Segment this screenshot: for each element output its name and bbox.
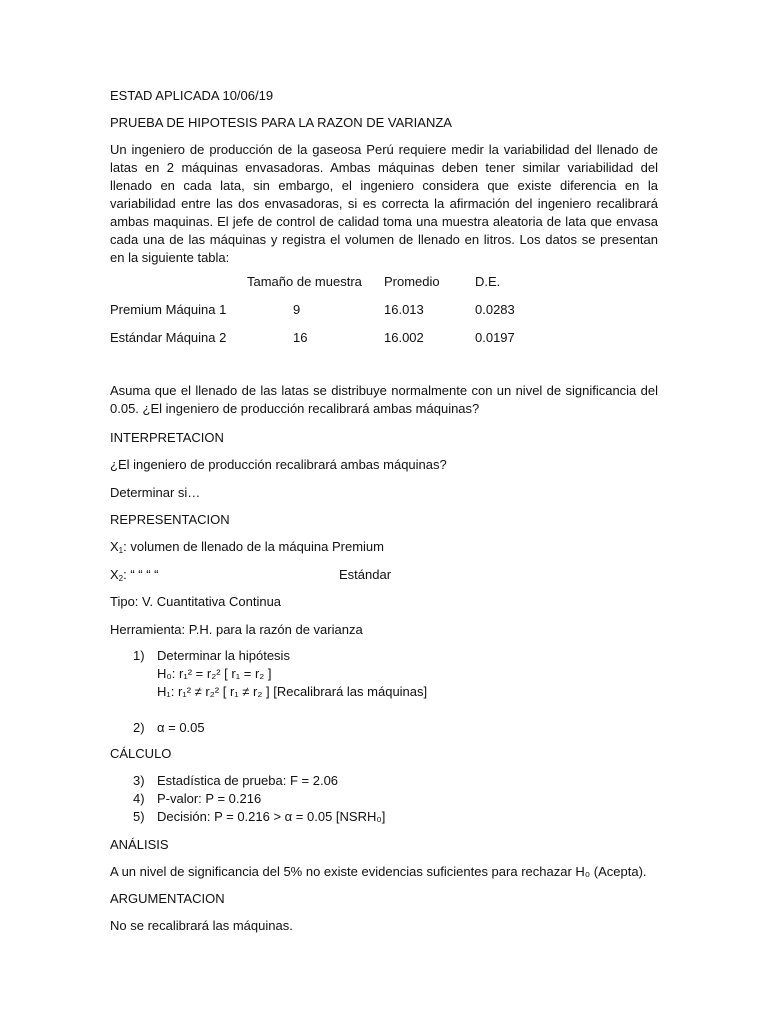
step-number: 3) [133,773,145,788]
step-text: Estadística de prueba: F = 2.06 [157,773,339,788]
table-header-sd: D.E. [475,274,501,289]
step-text: Determinar la hipótesis [157,648,290,663]
x1-definition: : volumen de llenado de la máquina Premium [123,539,384,554]
table-cell-mean: 16.002 [384,330,424,345]
table-row-label: Premium Máquina 1 [110,302,227,317]
interpretation-question: ¿El ingeniero de producción recalibrará ambas máquinas? [110,457,447,472]
x2-ditto-marks: : “ “ “ “ [123,567,159,582]
analysis-text: A un nivel de significancia del 5% no existe evidencias suficientes para rechazar H₀ (Acepta). [110,864,647,879]
table-header-n: Tamaño de muestra [247,274,362,289]
document-title: ESTAD APLICADA 10/06/19 [110,88,274,103]
step-text: P-valor: P = 0.216 [157,791,262,806]
statistical-tool: Herramienta: P.H. para la razón de varianza [110,622,363,637]
variable-x2: $X_2$: “ “ “ “ [110,567,159,583]
section-heading-calculo: CÁLCULO [110,746,172,761]
step-number: 4) [133,791,145,806]
table-cell-n: 9 [293,302,301,317]
list-item [110,720,658,736]
table-row-label: Estándar Máquina 2 [110,330,227,345]
list-item [110,791,658,807]
table-cell-mean: 16.013 [384,302,424,317]
step-number: 1) [133,648,145,663]
section-heading-interpretacion: INTERPRETACION [110,430,224,445]
document-subtitle: PRUEBA DE HIPOTESIS PARA LA RAZON DE VARIANZA [110,115,452,130]
list-item [110,773,658,789]
x1-subscript: 1 [118,546,124,555]
list-item [110,809,658,825]
step-number: 5) [133,809,145,824]
list-item [110,648,658,664]
assumption-paragraph: Asuma que el llenado de las latas se distribuye normalmente con un nivel de significancia del 0.05. ¿El ingeniero de producción recalibrará ambas máquinas? [110,383,658,416]
null-hypothesis: H₀: r₁² = r₂² [ r₁ = r₂ ] [157,666,272,681]
section-heading-argumentacion: ARGUMENTACION [110,891,225,906]
step-number: 2) [133,720,145,735]
interpretation-determine: Determinar si… [110,485,201,500]
argumentation-text: No se recalibrará las máquinas. [110,918,293,933]
x2-subscript: 2 [118,574,124,583]
variable-x1: $X_1$: volumen de llenado de la máquina Premium [110,539,384,555]
table-cell-n: 16 [293,330,308,345]
variable-type: Tipo: V. Cuantitativa Continua [110,594,282,609]
table-cell-sd: 0.0283 [475,302,515,317]
step-text: Decisión: P = 0.216 > α = 0.05 [NSRH₀] [157,809,386,824]
alternative-hypothesis: H₁: r₁² ≠ r₂² [ r₁ ≠ r₂ ] [Recalibrará las máquinas] [157,684,428,699]
table-header-mean: Promedio [384,274,440,289]
step-text: α = 0.05 [157,720,205,735]
section-heading-analisis: ANÁLISIS [110,837,169,852]
section-heading-representacion: REPRESENTACION [110,512,230,527]
table-cell-sd: 0.0197 [475,330,515,345]
x2-definition: Estándar [339,567,392,582]
problem-statement: Un ingeniero de producción de la gaseosa Perú requiere medir la variabilidad del llenado de latas en 2 máquinas envasadoras. Ambas máquinas deben tener similar variabilidad del llenado en cada lata, sin embargo, el ingeniero considera que existe diferencia en la variabilidad entre las dos envasadoras, si es correcta la afirmación del ingeniero recalibrará ambas maquinas. El jefe de control de calidad toma una muestra aleatoria de lata que envasa cada una de las máquinas y registra el volumen de llenado en litros. Los datos se presentan en la siguiente tabla: [110,142,658,265]
